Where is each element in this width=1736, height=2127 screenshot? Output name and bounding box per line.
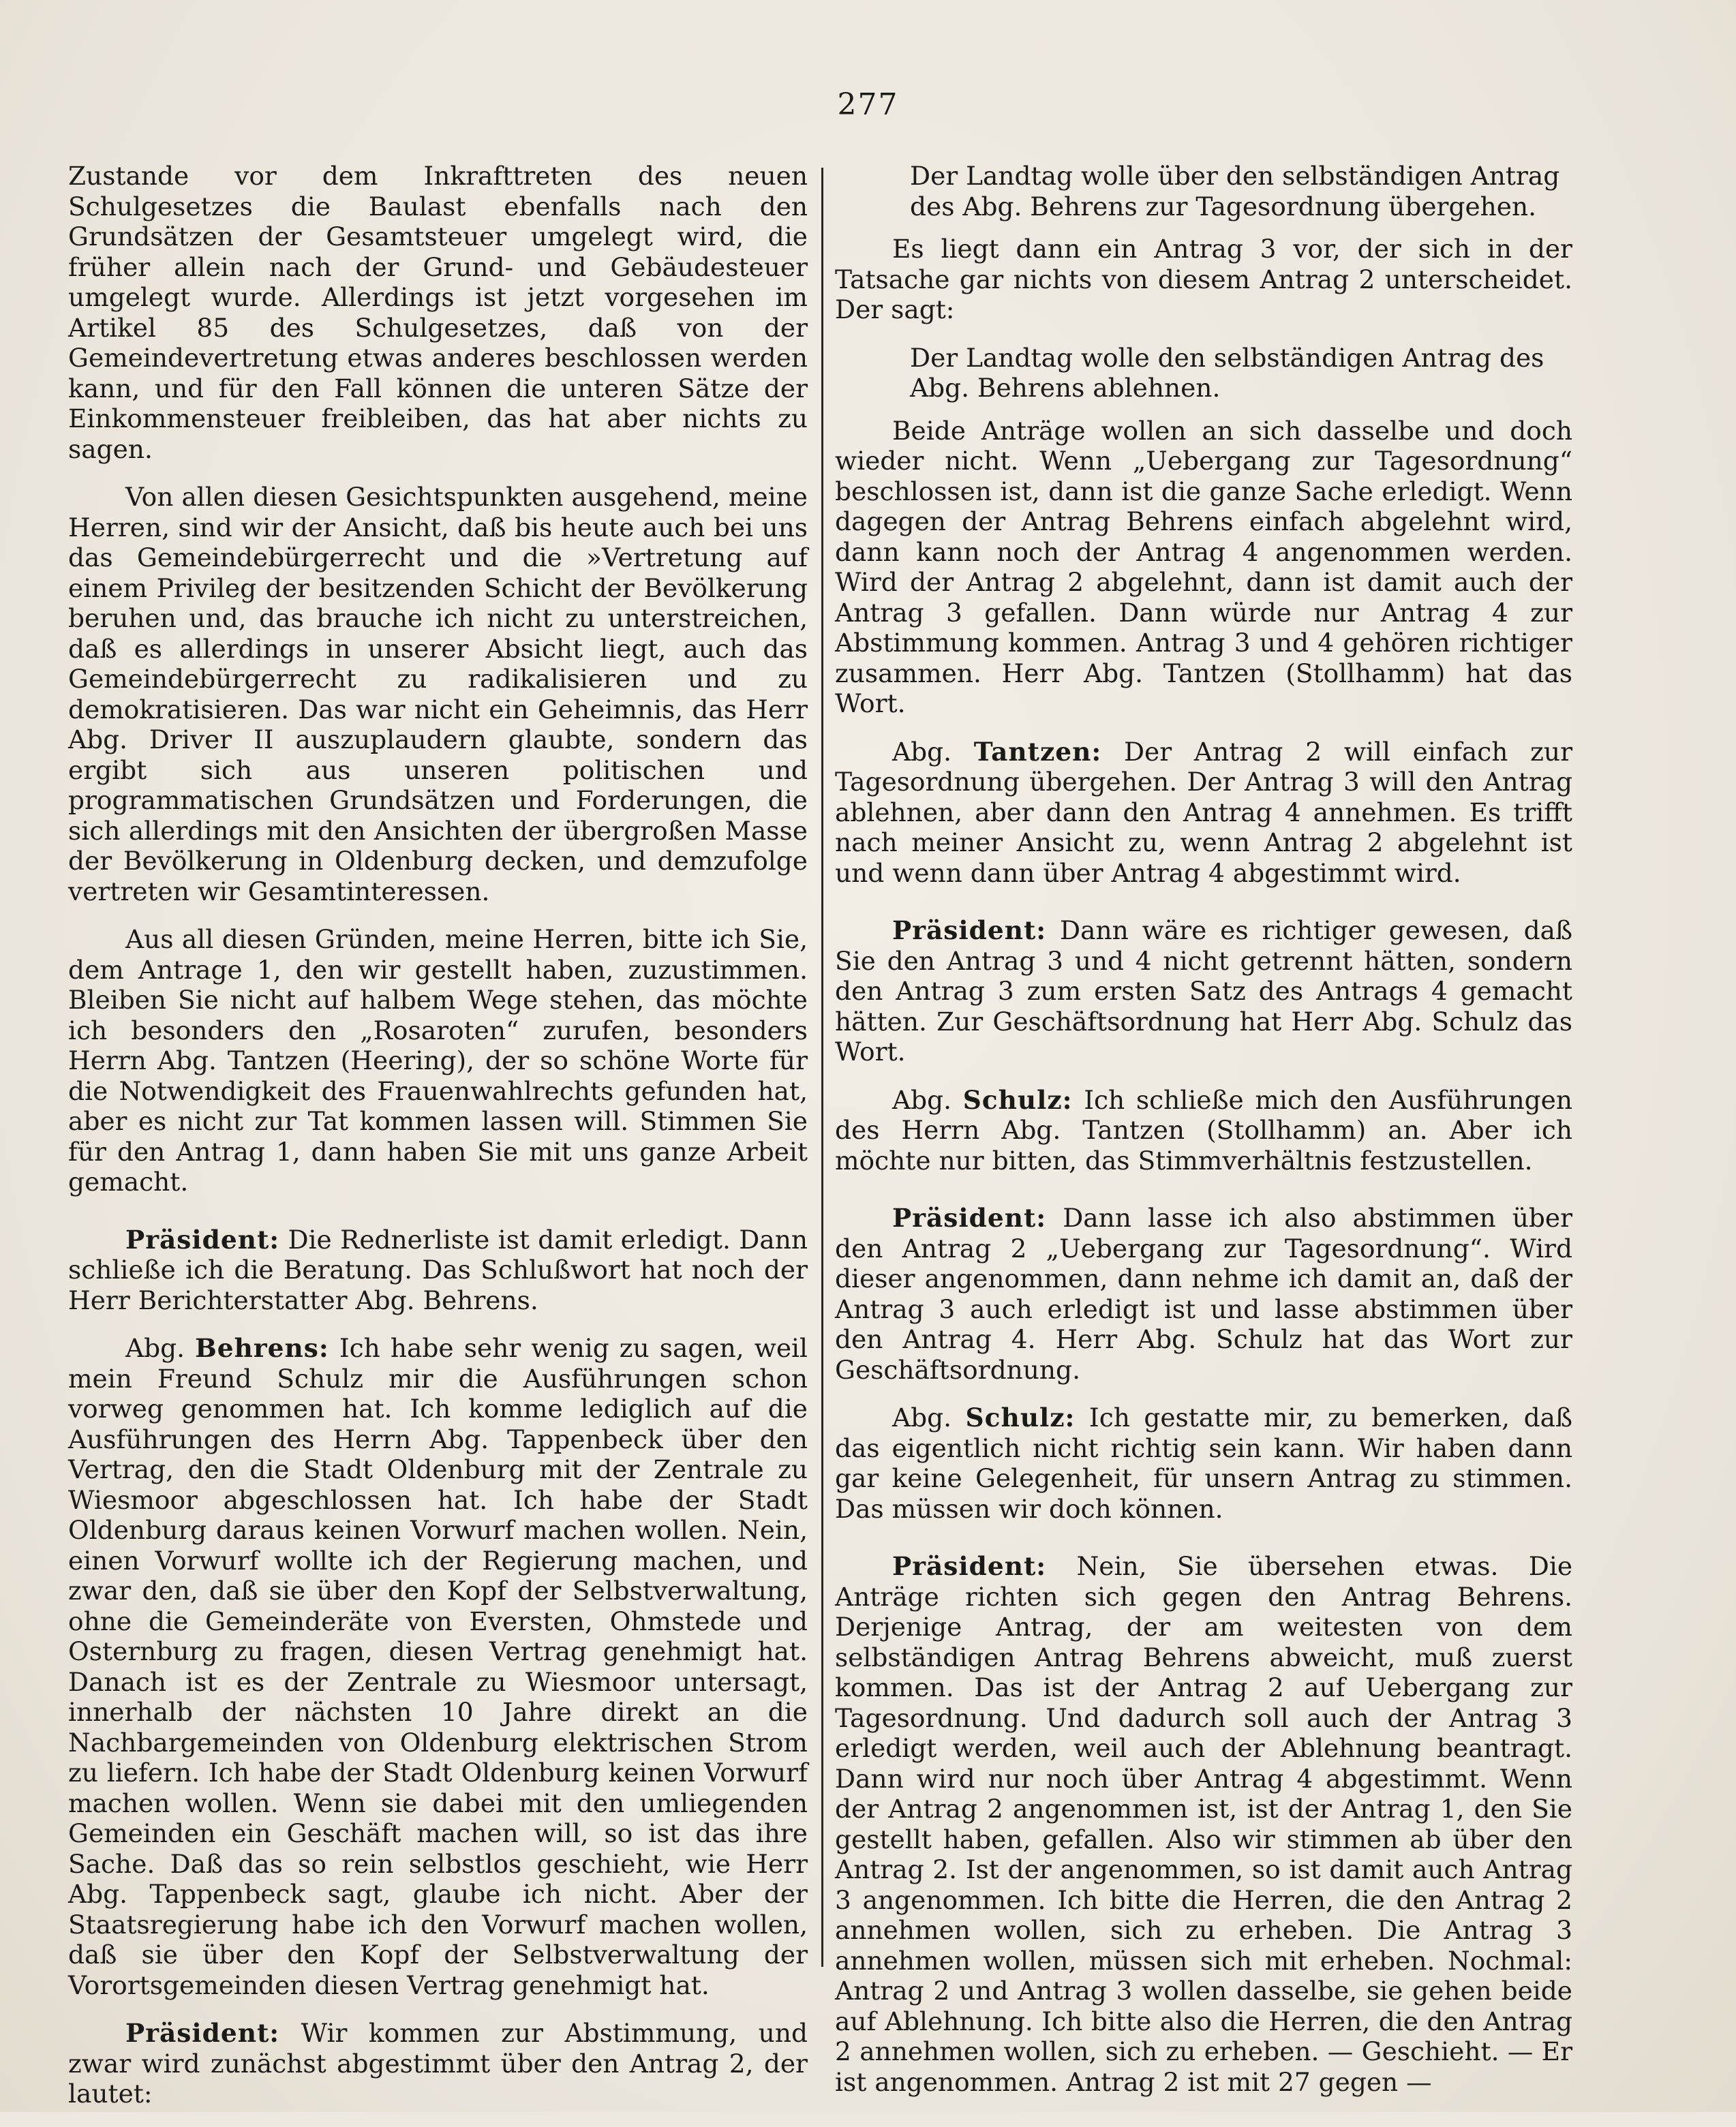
column-divider (821, 168, 823, 1967)
speaker-name: Schulz: (962, 1084, 1073, 1115)
speaker-name: Präsident: (125, 2018, 280, 2048)
right-column (835, 161, 1572, 2115)
speaker-name: Präsident: (125, 1224, 280, 1255)
motion-line: des Abg. Behrens zur Tagesordnung übergehen. (910, 191, 1537, 221)
speech-text: Wir kommen zur Abstimmung, und zwar wird zunächst abgestimmt über den Antrag 2, der lautet: (68, 2018, 808, 2109)
speech-text: Ich habe sehr wenig zu sagen, weil mein Freund Schulz mir die Ausführungen schon vorweg genommen hat. Ich komme lediglich auf die Ausführungen des Herrn Abg. Tappenbeck über den Vertrag, den die Stadt Oldenburg mit der Zentrale zu Wiesmoor abgeschlossen hat. Ich habe der Stadt Oldenburg daraus keinen Vorwurf machen wollen. Nein, einen Vorwurf wollte ich der Regierung machen, und zwar den, daß sie über den Kopf der Selbstverwaltung, ohne die Gemeinderäte von Eversten, Ohmstede und Osternburg zu fragen, diesen Vertrag genehmigt hat. Danach ist es der Zentrale zu Wiesmoor untersagt, innerhalb der nächsten 10 Jahre direkt an die Nachbargemeinden von Oldenburg elektrischen Strom zu liefern. Ich habe der Stadt Oldenburg keinen Vorwurf machen wollen. Wenn sie dabei mit den umliegenden Gemeinden ein Geschäft machen will, so ist das ihre Sache. Daß das so rein selbstlos geschieht, wie Herr Abg. Tappenbeck sagt, glaube ich nicht. Aber der Staatsregierung habe ich den Vorwurf machen wollen, daß sie über den Kopf der Selbstverwaltung der Vorortsgemeinden diesen Vertrag genehmigt hat. (68, 1333, 808, 2000)
speech-paragraph (835, 1403, 1572, 1524)
motion-quote (835, 343, 1572, 403)
speech-paragraph (68, 1225, 808, 1316)
speech-paragraph (835, 1551, 1572, 2097)
speaker-name: Schulz: (965, 1403, 1076, 1433)
speech-text: Dann wäre es richtiger gewesen, daß Sie den Antrag 3 und 4 nicht getrennt hätten, sondern den Antrag 3 zum ersten Satz des Antrags 4 gemacht hätten. Zur Geschäftsordnung hat Herr Abg. Schulz das Wort. (835, 915, 1573, 1067)
speech-text: Ich gestatte mir, zu bemerken, daß das eigentlich nicht richtig sein kann. Wir haben dann gar keine Gelegenheit, für unsern Antrag zu stimmen. Das müssen wir doch können. (835, 1403, 1573, 1524)
speaker-prefix: Abg. (892, 1084, 952, 1115)
speech-text: Die Rednerliste ist damit erledigt. Dann schließe ich die Beratung. Das Schlußwort hat noch der Herr Berichterstatter Abg. Behrens. (68, 1224, 808, 1315)
speech-text: Ich schließe mich den Ausführungen des Herrn Abg. Tantzen (Stollhamm) an. Aber ich möchte nur bitten, das Stimmverhältnis festzustellen. (835, 1084, 1573, 1176)
left-column (68, 161, 808, 2127)
speech-text: Dann lasse ich also abstimmen über den Antrag 2 „Uebergang zur Tagesordnung“. Wird dieser angenommen, dann nehme ich damit an, daß der Antrag 3 auch erledigt ist und lasse abstimmen über den Antrag 4. Herr Abg. Schulz hat das Wort zur Geschäftsordnung. (835, 1203, 1573, 1385)
speaker-name: Präsident: (892, 1203, 1047, 1233)
speaker-name: Tantzen: (973, 736, 1102, 767)
speech-text: Der Antrag 2 will einfach zur Tagesordnung übergehen. Der Antrag 3 will den Antrag ablehnen, aber dann den Antrag 4 annehmen. Es trifft nach meiner Ansicht zu, wenn Antrag 2 abgelehnt ist und wenn dann über Antrag 4 abgestimmt wird. (835, 736, 1572, 888)
paragraph: Von allen diesen Gesichtspunkten ausgehend, meine Herren, sind wir der Ansicht, daß bis heute auch bei uns das Gemeindebürgerrecht und die »Vertretung auf einem Privileg der besitzenden Schicht der Bevölkerung beruhen und, das brauche ich nicht zu unterstreichen, daß es allerdings in unserer Absicht liegt, auch das Gemeindebürgerrecht zu radikalisieren und zu demokratisieren. Das war nicht ein Geheimnis, das Herr Abg. Driver II auszuplaudern glaubte, sondern das ergibt sich aus unseren politischen und programmatischen Grundsätzen und Forderungen, die sich allerdings mit den Ansichten der übergroßen Masse der Bevölkerung in Oldenburg decken, und demzufolge vertreten wir Gesamtinteressen. (68, 482, 808, 906)
speech-paragraph (835, 1203, 1572, 1385)
speech-paragraph (835, 1085, 1572, 1176)
paragraph: Beide Anträge wollen an sich dasselbe und doch wieder nicht. Wenn „Uebergang zur Tagesordnung“ beschlossen ist, dann ist die ganze Sache erledigt. Wenn dagegen der Antrag Behrens einfach abgelehnt wird, dann kann noch der Antrag 4 angenommen werden. Wird der Antrag 2 abgelehnt, dann ist damit auch der Antrag 3 gefallen. Dann würde nur Antrag 4 zur Abstimmung kommen. Antrag 3 und 4 gehören richtiger zusammen. Herr Abg. Tantzen (Stollhamm) hat das Wort. (835, 415, 1572, 718)
speech-text: Nein, Sie übersehen etwas. Die Anträge richten sich gegen den Antrag Behrens. Derjenige Antrag, der am weitesten von dem selbständigen Antrag Behrens abweicht, muß zuerst kommen. Das ist der Antrag 2 auf Uebergang zur Tagesordnung. Und dadurch soll auch der Antrag 3 erledigt werden, weil auch der Ablehnung beantragt. Dann wird nur noch über Antrag 4 abgestimmt. Wenn der Antrag 2 angenommen ist, ist der Antrag 1, den Sie gestellt haben, gefallen. Also wir stimmen ab über den Antrag 2. Ist der angenommen, so ist damit auch Antrag 3 angenommen. Ich bitte die Herren, die den Antrag 2 annehmen wollen, sich zu erheben. Die Antrag 3 annehmen wollen, müssen sich mit erheben. Nochmal: Antrag 2 und Antrag 3 wollen dasselbe, sie gehen beide auf Ablehnung. Ich bitte also die Herren, die den Antrag 2 annehmen wollen, sich zu erheben. — Geschieht. — Er ist angenommen. Antrag 2 ist mit 27 gegen — (835, 1551, 1573, 2097)
page-number: 277 (837, 87, 899, 122)
motion-quote (835, 161, 1572, 221)
speech-paragraph (835, 915, 1572, 1067)
speaker-name: Präsident: (892, 915, 1047, 945)
speech-paragraph (68, 2018, 808, 2109)
speaker-prefix: Abg. (125, 1333, 185, 1363)
paragraph: Es liegt dann ein Antrag 3 vor, der sich in der Tatsache gar nichts von diesem Antrag 2 unterscheidet. Der sagt: (835, 234, 1572, 324)
paragraph: Zustande vor dem Inkrafttreten des neuen Schulgesetzes die Baulast ebenfalls nach den Grundsätzen der Gesamtsteuer umgelegt wird, die früher allein nach der Grund- und Gebäudesteuer umgelegt wurde. Allerdings ist jetzt vorgesehen im Artikel 85 des Schulgesetzes, daß von der Gemeindevertretung etwas anderes beschlossen werden kann, und für den Fall können die unteren Sätze der Einkommensteuer freibleiben, das hat aber nichts zu sagen. (68, 161, 808, 464)
motion-line: Abg. Behrens ablehnen. (910, 373, 1221, 403)
speaker-name: Behrens: (195, 1333, 329, 1363)
speaker-prefix: Abg. (892, 1403, 952, 1433)
speech-paragraph (835, 737, 1572, 889)
paragraph: Aus all diesen Gründen, meine Herren, bitte ich Sie, dem Antrage 1, den wir gestellt haben, zuzustimmen. Bleiben Sie nicht auf halbem Wege stehen, das möchte ich besonders den „Rosaroten“ zurufen, besonders Herrn Abg. Tantzen (Heering), der so schöne Worte für die Notwendigkeit des Frauenwahlrechts gefunden hat, aber es nicht zur Tat kommen lassen will. Stimmen Sie für den Antrag 1, dann haben Sie mit uns ganze Arbeit gemacht. (68, 924, 808, 1197)
speech-paragraph (68, 1333, 808, 2000)
speaker-prefix: Abg. (892, 736, 952, 767)
motion-line: Der Landtag wolle den selbständigen Antrag des (910, 342, 1544, 373)
speaker-name: Präsident: (892, 1551, 1047, 1581)
motion-line: Der Landtag wolle über den selbständigen Antrag (910, 161, 1560, 191)
